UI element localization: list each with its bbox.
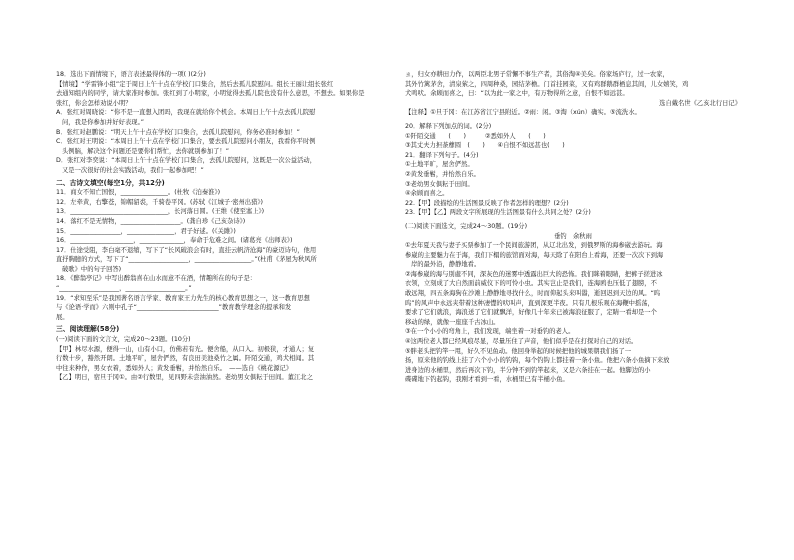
- left-text-line: 11．商女不知亡国恨，_______________。(杜牧《泊秦淮》): [56, 189, 221, 197]
- right-text-line: 其外竹篱茅舍，清泉萦之，四周种桑，园结茅檐。门首挂园菜，又有鸡群鹅群栖息其间，儿女嬉笑，鸡: [405, 80, 689, 88]
- right-text-line: 碟碟地下钓起钩，我刚才看到一看，水桶里已有半桶小鱼。: [405, 376, 569, 384]
- right-text-line: 移动的绿，就像一座座千古冰山。: [405, 318, 500, 326]
- left-text-line: 张红，你会怎样劝说小明？: [56, 99, 132, 107]
- right-text-line: 21．翻译下列句子。(4分): [405, 151, 479, 159]
- left-text-line: 【情境】“学雷锋小组”定于周日上午十点在学校门口集合，然后去孤儿院慰问。组长王丽让组长张红: [56, 80, 334, 88]
- right-text-line: ④这两位老人都已经风痕尽显，尽量压住了声音，他们似乎是在打探对自己的对话。: [405, 338, 638, 346]
- left-text-line: 问，我是你参加并好好表现。”: [62, 118, 144, 126]
- left-text-line: C．张红对王明说：“本周日上午十点在学校门口集合，要去孤儿院慰问小朋友，我看你平时例: [56, 138, 316, 146]
- right-text-line: ①土地平旷，屋舍俨然。: [405, 161, 474, 169]
- left-text-line: 17．仕途受阻，李白毫不退缩，写下了“长风破浪会有时，直挂云帆济沧海”的豪迈诗句，他用: [56, 246, 317, 254]
- left-text-line: 直抒胸臆的方式，写下了“___________________，__________________。”(杜甫《茅屋为秋风所: [56, 256, 317, 264]
- right-text-line: ㄓ，归女亦耕田力作，以两臣北男子常懈不事生产者，其俗淘④美矣。俗家场庐行，过一农家，: [405, 71, 669, 78]
- right-text-line: 23.【甲】【乙】两段文字所展现的生活图景有什么共同之处？(2分): [405, 209, 591, 217]
- left-text-line: B．张红对赵鹏说：“明天上午十点在学校门口集合，去孤儿院慰问，你务必准时参加！”: [56, 128, 300, 136]
- left-text-line: 中往来种作，男女衣着，悉如外人；黄发垂髫，并怡然自乐。 ——选自《桃花源记》: [56, 364, 293, 372]
- left-text-line: 头例脑，解决这个问题还是要你们帮忙，去你就别参加了！”: [62, 147, 229, 155]
- left-text-line: 19．“求知至乐”是我国著名语言学家、教育家王力先生的核心教育思想之一，这一教育思想: [56, 294, 310, 302]
- right-text-line: ②海参崴的海与別處不同，深灰色的迷雾中透露出巨大的恐怖。我们眯着眼睛，把裤子搓进冰: [405, 270, 663, 278]
- right-text-line: 扬，原来他的钓线上挂了六个小小的钓钩，每个钓钩上都挂着一条小鱼。他把六条小鱼摘下来放: [405, 357, 670, 365]
- left-text-line: 行数十步，豁然开朗。土地平旷，屋舍俨然，有良田美池桑竹之属。阡陌交通，鸡犬相闻。其: [56, 355, 315, 363]
- right-text-line: ③其丈夫力担荼蘼圆 ( ) ④自恨不如远甚也( ): [405, 142, 565, 150]
- left-text-line: 14．落红不是无情物，___________________。(龚自珍《己亥杂诗》): [56, 217, 246, 225]
- right-text-line: 岸的最外沿，静静地看。: [411, 261, 481, 269]
- left-text-line: 又是一次很好的社会实践活动，我们一起参加吧！”: [62, 166, 204, 174]
- right-text-line: 选自戴名世《乙亥北行日记》: [659, 99, 741, 107]
- right-text-line: 呜”的风声中永远夹带着这种凄憷的吠叫声，直到深更半夜。只有几根乐观在海鞭中摇荡，: [405, 299, 654, 307]
- left-column: [56, 70, 390, 383]
- left-text-line: 18．选出下面情境下，语言表述最得体的一项( )(2分): [56, 71, 206, 78]
- right-column: [405, 70, 741, 385]
- left-text-line: 二、古诗文填空(每空1分，共12分): [56, 178, 165, 187]
- left-text-line: 【甲】林尽水源，便得一山，山有小口，仿佛若有光。便舍船，从口入。初极狭，才通人；复: [56, 345, 315, 353]
- left-text-line: 去通知组内的同学，请大家准时参加。张红到了小明家，小明觉得去孤儿院也没有什么意思，不想去。如果你是: [56, 90, 365, 98]
- right-text-line: 敢远翔，四五条海狗在沙滩上静静地寻找什么，时而仰起头来叫嚣，逝回迟到天边的风。“呜: [405, 290, 661, 298]
- right-text-line: ②黄发垂髫，并怡然自乐。: [405, 170, 480, 178]
- right-text-line: 衣领，立刻成了大自然面前威仪下的可怜小虫。其实岂止是我们，连海鸥也压低了翅膀，不: [405, 280, 657, 288]
- left-text-line: 【乙】明日，宿旦于冈①。由②行数里，见四野未尝油油然。老幼男女俱耘于田间。董江北之: [56, 374, 313, 382]
- left-text-line: 展。: [56, 313, 69, 321]
- right-text-line: ③老幼男女俱耘于田间。: [405, 180, 474, 188]
- right-text-line: 20．解释下列加点的词。(2分): [405, 122, 492, 130]
- right-text-line: ⑤胖老头把钓竿一甩，好久不见鱼动。他回身举起的时候把他的城果朝我们扬了一: [405, 347, 632, 355]
- left-text-line: 13．_______________________________，长河落日圆。(王维《使至塞上》): [56, 208, 265, 216]
- right-text-line: ①阡陌交通 ( ) ②悉如外人 ( ): [405, 132, 546, 140]
- right-text-line: 进身边的水桶里，然后再次下钓，半分钟不到钓竿起来，又是六条挂在一起。他脚边的小: [405, 366, 651, 374]
- right-text-line: 【注释】①旦于冈：在江苏省江宁县附近。②雨：闲。③淘（xún）确实。⑤流洗水。: [405, 109, 641, 117]
- left-text-line: 15．________________，_______________，君子好逑。(《关雎》): [56, 227, 236, 235]
- right-text-line: 犬鸣吠。余顾而喜之，曰：“以为此一家之中，有万物得所之意，自恨不如远甚。: [405, 90, 629, 98]
- left-text-line: (一)阅读下面的文言文，完成20～23题。(10分): [56, 336, 191, 344]
- right-text-line: ④余顾而喜之。: [405, 190, 449, 198]
- right-text-line: 垂钓 余秋雨: [554, 232, 592, 240]
- right-text-line: ①去年夏天我与妻子买票参加了一个民间旅游团，从辽北出发，到俄罗斯的海参崴去游玩。海: [405, 242, 663, 250]
- right-text-line: (二)阅读下面选文，完成24～30题。(19分): [405, 222, 528, 230]
- left-text-line: A．张红对周晓说：“你不是一直想入团吗，我现在就给你个机会。本周日上午十点去孤儿院慰: [56, 109, 316, 117]
- left-text-line: 16．____________________，______________，奉命于危难之间。(诸葛亮《出师表》): [56, 237, 293, 245]
- right-text-line: 参崴的主要魅力在于海，我们下榻的旅馆面对海，每天除了在阳台上看海，还要一次次下到海: [405, 251, 664, 259]
- left-text-line: 与《论语·学而》六则中孔子“__________________________”教育教学理念的提承和发: [56, 304, 292, 312]
- right-text-line: 22.【甲】段描绘的生活图景反映了作者怎样的理想？(2分): [405, 199, 569, 207]
- left-text-line: 12．左牵黄，右擎苍，锦帽貂裘，千骑卷平冈。(苏轼《江城子·密州出猎》): [56, 198, 263, 206]
- right-text-line: 要求了它们就浪，海浪送了它们就飘洋，好像几十年来已被海浪征服了，定睛一看却是一个: [405, 309, 657, 317]
- right-text-line: ③在一个小小的弯角上，我们发现，端坐着一对垂钓的老人。: [405, 328, 575, 336]
- left-text-line: 三、阅读理解(58分): [56, 325, 120, 334]
- left-text-line: D．张红对李奕说：“本周日上午十点在学校门口集合，去孤儿院慰问，这既是一次公益活动，: [56, 157, 316, 165]
- left-text-line: 破歌》中的句子回答): [62, 265, 122, 273]
- left-text-line: 18．《醉翁亭记》中写出醉翁喜在山水而意不在酒，情趣所在的句子是：: [56, 275, 257, 283]
- left-text-line: “___________________，___________________。”: [56, 285, 192, 293]
